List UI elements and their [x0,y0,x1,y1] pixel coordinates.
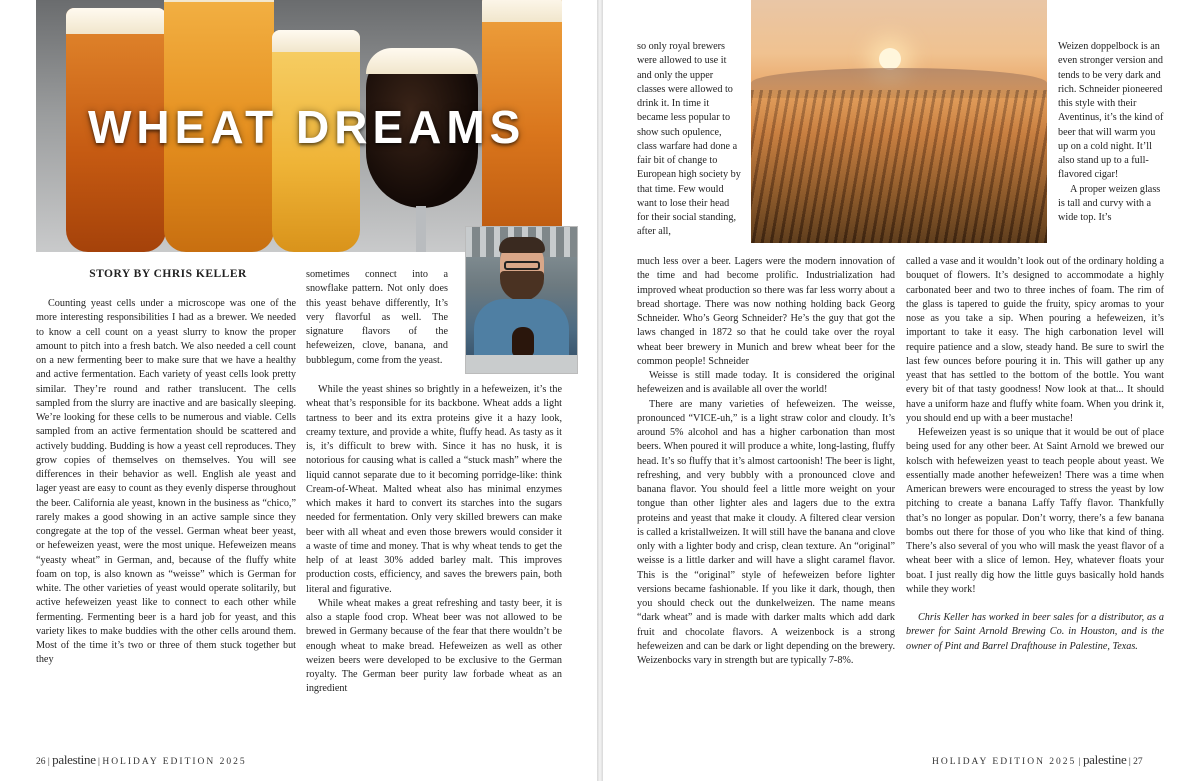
right-footer: HOLIDAY EDITION 2025 | palestine | 27 [932,752,1143,767]
paragraph: so only royal brewers were allowed to use it and only the upper classes were allowed to drink it. In time it became less popular to show such opulence, class warfare had done a fair bit of change to European high society by that time. Few would want to lose their head for their social standing, after all, [637,41,741,238]
left-column-1 [36,297,296,668]
byline: STORY BY CHRIS KELLER [89,268,247,280]
magazine-logo: palestine [1082,752,1127,767]
author-portrait [465,226,578,374]
page-number: 27 [1133,757,1143,767]
right-column-1-top [637,40,741,240]
paragraph: sometimes connect into a snowflake pattern. Not only does this yeast behave differently, It’s very flavorful as well. The signature flavors of the hefeweizen, clove, banana, and bubblegum, come from the yeast. [306,269,448,366]
paragraph: Weisse is still made today. It is considered the original hefeweizen and is available all over the world! [637,370,895,396]
right-column-2 [906,255,1164,654]
sun [879,48,901,70]
paragraph: While the yeast shines so brightly in a hefeweizen, it’s the wheat that’s responsible for its backbone. Wheat adds a light tartness to beer and its extra proteins give it a hazy look, creamy texture, and provide a white, fluffy head. As tasty as it is, it’s difficult to brew with. Since it has no husk, it is notorious for causing what is called a “stuck mash” where the liquid cannot separate due to it becoming porridge-like: think Cream-of-Wheat. Malted wheat also has minimal enzymes which makes it hard to convert its starches into the sugars needed for fermentation. Only very skilled brewers can make beer with all wheat and even those brewers would consider it a waste of time and money. That is why wheat tends to get the help of at least 30% added barley malt. This improves production costs, efficiency, and saves the brewers pain, both literal and figurative. [306,384,562,595]
beer-in-hand [512,327,534,357]
wheat-stalks [751,90,1047,243]
edition-label: HOLIDAY EDITION 2025 [102,757,247,767]
author-bio: Chris Keller has worked in beer sales for a distributor, as a brewer for Saint Arnold Brewing Co. in Houston, and is the owner of Pint and Barrel Drafthouse in Palestine, Texas. [906,612,1164,652]
glass-stout-stem [416,206,426,252]
glasses-frame [504,261,540,270]
bar-counter [466,355,577,373]
hero-image-beer-glasses [36,0,562,252]
page-number: 26 [36,757,46,767]
left-column-2 [306,383,562,697]
paragraph: While wheat makes a great refreshing and tasty beer, it is also a staple food crop. Wheat beer was not allowed to be brewed in Germany because of the fear that there wouldn’t be enough wheat to make bread. Hefeweizen as well as other weizen beers were developed to be exclusive to the German royalty. The German beer purity law forbade wheat as an ingredient [306,597,562,695]
paragraph: Hefeweizen yeast is so unique that it would be out of place being used for any other beer. At Saint Arnold we brewed our kolsch with hefeweizen yeast to teach people about yeast. We essentially made another hefeweizen! There was a time when American brewers were encouraged to stress the yeast by low pitching to create a banana Laffy Taffy flavor. Thankfully that’s no longer as popular. Don’t worry, there’s a few banana bombs out there for those of you who like that kind of thing. There’s also several of you who will mask the yeast flavor of a wheat beer with a slice of lemon. Hey, whatever floats your boat. I just really dig how the little guys basically hold hands while they work! [906,427,1164,595]
paragraph: Counting yeast cells under a microscope was one of the more interesting responsibilities I had as a brewer. We needed to know a cell count on a yeast slurry to know the proper amount to pitch into a fresh batch. We also needed a cell count on a new fermenting beer to make sure that we have a healthy and active fermentation. Each variety of yeast cells look pretty similar. They’re round and rather translucent. The cells sampled from the slurry are inactive and are basically sleeping. We’re looking for these cells to be numerous and viable. Cells sampled from an active fermentation should be scattered and actively budding. Budding is how a yeast cell reproduces. They grow copies of themselves on themselves. You will see differences in their behavior as well. English ale yeast and lager yeast are easy to count as they evenly disperse throughout the beer. California ale yeast, known in the business as “chico,” rarely makes a good showing in an active sample since they congregate at the top of the vessel. German wheat beer yeast, or hefeweizen yeast, were the most unique. Hefeweizen means “yeasty wheat” in German, and, because of the fluffy white foam on top, is also known as “weisse” which is German for white. The other varieties of yeast would operate solitarily, but active hefeweizen yeast like to connect to each other while fermenting. Fermenting beer is a hard job for yeast, and this variety likes to make buddies with the other cells around them. Most of the time it’s two or three of them stuck together but they [36,298,296,666]
hair [499,237,545,253]
left-column-2-top [306,268,448,368]
paragraph: A proper weizen glass is tall and curvy with a wide top. It’s [1058,183,1161,223]
wheat-field-image [751,0,1047,243]
paragraph: much less over a beer. Lagers were the modern innovation of the time and had become prolific. Industrialization had improved wheat production so there was far less worry about a bread shortage. There was now nothing holding back Georg Schneider. Who’s Georg Schneider? He’s the guy that got the laws changed in 1872 so that he could take over the royal wheat beer brewery in Munich and brew wheat beer for the common people! Schneider [637,256,895,367]
paragraph: Weizen doppelbock is an even stronger version and tends to be very dark and rich. Schneider pioneered this style with their Aventinus, it’s the kind of beer that will warm you up on a cold night. It’ll also stand up to a full-flavored cigar! [1058,41,1164,181]
edition-label: HOLIDAY EDITION 2025 [932,757,1077,767]
left-footer: 26 | palestine | HOLIDAY EDITION 2025 [36,752,247,767]
left-page [0,0,597,781]
paragraph: There are many varieties of hefeweizen. The weisse, pronounced “VICE-uh,” is a light straw color and cloudy. It’s around 5% alcohol and has a higher carbonation than most beers. When poured it will produce a white, long-lasting, fluffy head. It’s so fluffy that it’s almost cartoonish! The beer is light, refreshing, and very bubbly with a pronounced clove and banana flavor. You should feel a little more weight on your tongue than other lighter ales and lagers due to the extra proteins and yeast that make it cloudy. A filtered clear version is called a kristallweizen. It will still have the banana and clove only with a lighter body and crisp, clean texture. An “original” weisse is a little darker and will have a slight caramel flavor. This is the “original” style of hefeweizen before lighter versions became fashionable. If you like it dark, though, then you should check out the dunkelweizen. The name means “dark wheat” and is made with darker malts which add dark fruit and chocolate flavors. A weizenbock is a strong hefeweizen and can be dark or light depending on the brewery. Weizenbocks vary in strength but are typically 7-8%. [637,398,895,666]
right-column-2-top [1058,40,1164,225]
right-column-1 [637,255,895,668]
article-title: WHEAT DREAMS [88,101,526,153]
magazine-logo: palestine [52,752,96,767]
beard [500,271,544,301]
paragraph: called a vase and it wouldn’t look out of the ordinary holding a bouquet of flowers. It’s designed to accommodate a highly carbonated beer and two to three inches of foam. The rim of the glass is tapered to guide the fruity, spicy aromas to your nose as you take a sip. When pouring a hefeweizen, it’s important to take it easy. The high carbonation level will require patience and a slow, steady hand. Be sure to swirl the last few ounces before pouring it in. This will gather up any yeast that has settled to the bottom of the bottle. You want every bit of that tasty goodness! Now look at that... It should have a uniform haze and fluffy white foam. When you drink it, you should end up with a beer mustache! [906,256,1164,424]
